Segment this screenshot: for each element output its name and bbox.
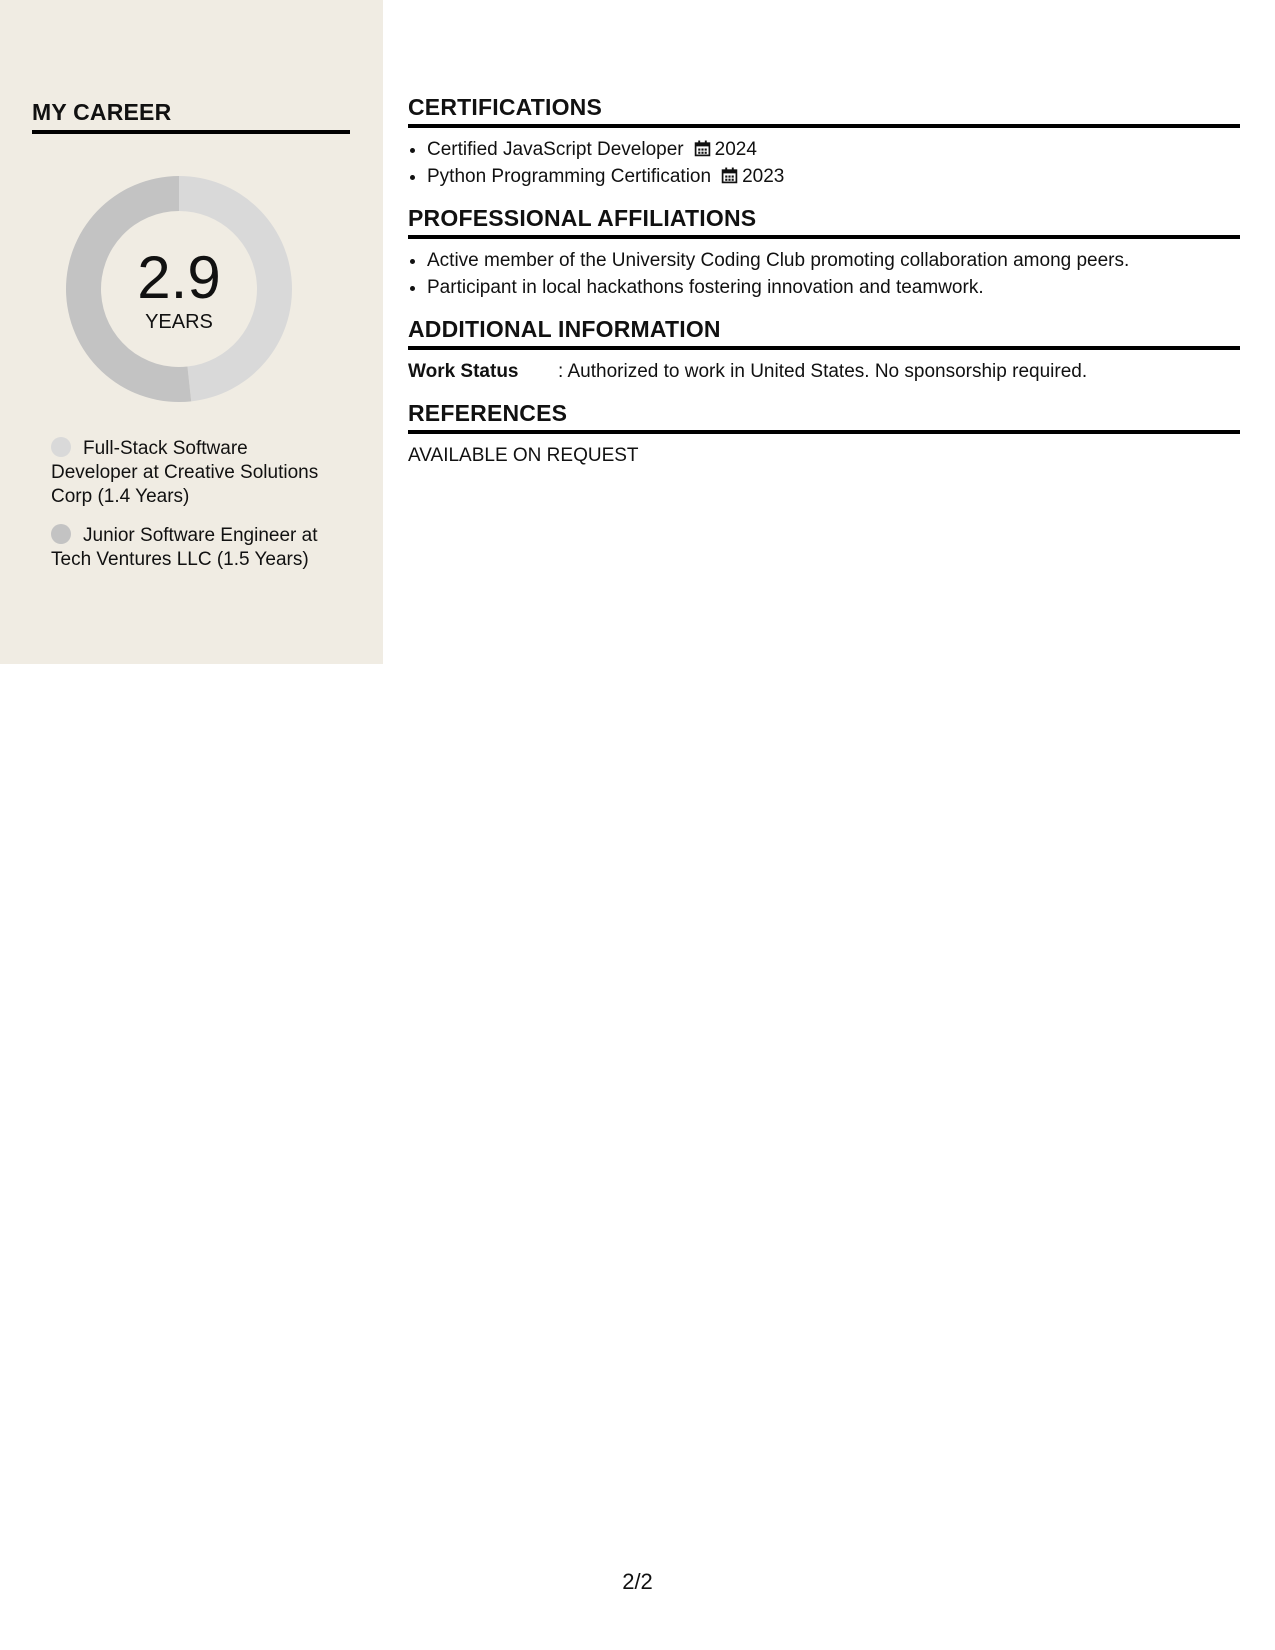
- career-total-unit: YEARS: [145, 311, 213, 333]
- career-heading: MY CAREER: [32, 99, 350, 134]
- page-number: 2/2: [622, 1569, 653, 1594]
- certifications-list: [408, 136, 1240, 190]
- list-item: • Participant in local hackathons fostering innovation and teamwork.: [427, 274, 1240, 301]
- legend-label: Junior Software Engineer at Tech Ventures LLC (1.5 Years): [51, 525, 318, 570]
- certification-name: Certified JavaScript Developer: [427, 139, 684, 160]
- work-status-value: : Authorized to work in United States. No sponsorship required.: [558, 361, 1088, 382]
- additional-info-heading: ADDITIONAL INFORMATION: [408, 316, 1240, 350]
- certification-year: 2023: [742, 166, 785, 187]
- legend-dot-icon: [51, 437, 71, 457]
- certification-year: 2024: [714, 139, 757, 160]
- legend-dot-icon: [51, 524, 71, 544]
- references-text: AVAILABLE ON REQUEST: [408, 445, 639, 466]
- certification-name: Python Programming Certification: [427, 166, 712, 187]
- work-status-row: [408, 358, 1240, 385]
- certifications-heading: CERTIFICATIONS: [408, 94, 1240, 128]
- career-total-years: 2.9: [137, 244, 221, 311]
- legend-label: Full-Stack Software Developer at Creative Solutions Corp (1.4 Years): [51, 438, 319, 507]
- calendar-icon: [721, 167, 738, 184]
- career-legend: [51, 437, 326, 587]
- calendar-icon: [694, 140, 711, 157]
- work-status-label: Work Status: [408, 361, 519, 382]
- list-item: [427, 136, 1240, 163]
- main-content: [408, 94, 1240, 469]
- career-sidebar: [0, 0, 383, 664]
- legend-item: [51, 437, 326, 509]
- references-heading: REFERENCES: [408, 400, 1240, 434]
- legend-item: [51, 524, 326, 572]
- list-item: • Active member of the University Coding Club promoting collaboration among peers.: [427, 247, 1240, 274]
- affiliations-heading: PROFESSIONAL AFFILIATIONS: [408, 205, 1240, 239]
- list-item: [427, 163, 1240, 190]
- affiliations-list: [408, 247, 1240, 301]
